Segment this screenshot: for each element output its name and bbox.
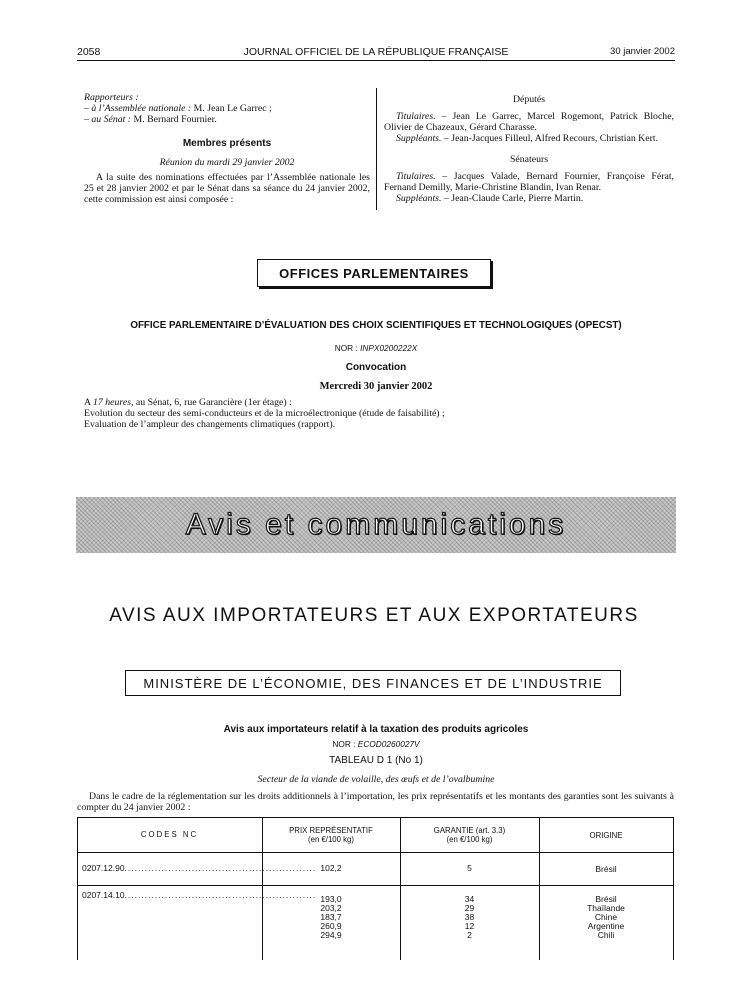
rapporteur-senat-name: M. Bernard Fournier. [133,114,217,125]
rapporteur-senat-prefix: – au Sénat : [84,114,132,125]
row-2-origine-4: Chili [597,930,615,940]
rapporteur-an-prefix: – à l’Assemblée nationale : [84,103,192,114]
opecst-nor [77,343,675,353]
row-2-origine-3: Argentine [587,921,625,931]
senateurs-heading: Sénateurs [509,154,549,165]
avis-section-title: AVIS AUX IMPORTATEURS ET AUX EXPORTATEURS [109,605,639,626]
table-rule-header [77,852,674,853]
convocation-agenda [84,397,674,430]
row-2-garantie-3: 12 [464,921,475,931]
header-origine: ORIGINE [589,831,623,840]
row-2-prix-4: 294,9 [320,930,342,940]
row-2-origine-1: Thaïlande [587,903,625,913]
senateurs-titulaires-label: Titulaires. [396,171,436,182]
table-row-2-code [82,890,317,900]
intro-paragraph: Dans le cadre de la réglementation sur les droits additionnels à l’importation, les prix représentatifs et les montants des garanties sont les suivants à compter du 24 janvier 2002 : [77,791,674,813]
senateurs-titulaires-names: – Jacques Valade, Bernard Fournier, Françoise Férat, Fernand Demilly, Marie-Christine Blandin, Ivan Renar. [384,171,674,193]
convocation-heading: Convocation [345,362,407,373]
reunion-date: Réunion du mardi 29 janvier 2002 [159,157,295,168]
header-garantie-unit: (en €/100 kg) [446,835,493,844]
membres-heading: Membres présents [182,138,272,149]
row-1-code-leader: ......................................................... [124,863,317,873]
secteur-subtitle: Secteur de la viande de volaille, des œufs et de l’ovalbumine [257,774,495,785]
agenda-line-2: Evolution du secteur des semi-conducteurs et de la microélectronique (étude de faisabilité) ; [84,408,445,419]
senateurs-titulaires [384,171,674,193]
row-2-garantie-4: 2 [467,930,472,940]
table-row-1-prix: 102,2 [320,863,342,873]
row-2-garantie-1: 29 [464,903,475,913]
table-rule-row [77,885,674,886]
senateurs-suppleants [384,193,674,204]
row-2-garantie-0: 34 [464,894,475,904]
table-row-2-garantie [400,895,539,940]
agenda-line-1 [84,397,674,408]
row-2-code-value: 0207.14.10 [82,890,125,900]
notice-nor [77,739,675,749]
row-2-prix-0: 193,0 [320,894,342,904]
agenda-line-3: Evaluation de l’ampleur des changements climatiques (rapport). [84,419,336,430]
row-2-prix-3: 260,9 [320,921,342,931]
deputes-suppleants-label: Suppléants. [396,133,442,144]
table-border-right [673,817,674,960]
deputes-titulaires [384,111,674,133]
header-prix-label: PRIX REPRÉSENTATIF [289,826,373,835]
header-garantie [400,826,539,844]
offices-box-title: OFFICES PARLEMENTAIRES [279,265,469,281]
table-row-2-prix [262,895,400,940]
table-row-1-code [82,863,317,873]
journal-title: JOURNAL OFFICIEL DE LA RÉPUBLIQUE FRANÇAISE [243,46,509,58]
deputes-suppleants-names: – Jean-Jacques Filleul, Alfred Recours, Christian Kert. [441,133,659,144]
rapporteur-an-name: M. Jean Le Garrec ; [193,103,272,114]
opecst-title: OFFICE PARLEMENTAIRE D’ÉVALUATION DES CHOIX SCIENTIFIQUES ET TECHNOLOGIQUES (OPECST) [130,320,622,331]
agenda-time: 17 heures, [93,397,134,408]
notice-nor-label: NOR : [332,739,356,749]
row-2-code-leader: ......................................................... [124,890,317,900]
row-1-code-value: 0207.12.90 [82,863,125,873]
deputes-suppleants [384,133,674,144]
row-2-prix-2: 183,7 [320,912,342,922]
offices-parlementaires-box [257,259,491,287]
table-rule-top [77,817,674,818]
deputes-titulaires-names: – Jean Le Garrec, Marcel Rogemont, Patrick Bloche, Olivier de Chazeaux, Gérard Charasse. [384,111,674,133]
row-2-origine-2: Chine [594,912,618,922]
row-2-prix-1: 203,2 [320,903,342,913]
opecst-nor-value: INPX0200222X [360,343,418,353]
right-column [384,94,674,204]
header-codes-nc: CODES NC [140,830,199,839]
senateurs-suppleants-names: – Jean-Claude Carle, Pierre Martin. [441,193,584,204]
page-number: 2058 [77,46,101,58]
ministry-box [125,670,621,696]
agenda-prefix: A [84,397,91,408]
header-garantie-label: GARANTIE (art. 3.3) [433,826,506,835]
header-date: 30 janvier 2002 [610,46,675,57]
column-separator [376,88,377,210]
agenda-place: au Sénat, 6, rue Garancière (1er étage) : [135,397,292,408]
table-row-1-origine: Brésil [595,864,617,874]
rapporteurs-label: Rapporteurs : [84,92,139,103]
header-prix [262,826,400,844]
convocation-date: Mercredi 30 janvier 2002 [319,381,433,392]
left-column [84,92,370,205]
opecst-nor-label: NOR : [334,343,358,353]
composition-paragraph: A la suite des nominations effectuées par l’Assemblée nationale les 25 et 28 janvier 2002 et par le Sénat dans sa séance du 24 janvier 2002, cette commission est ainsi composée : [84,172,370,205]
header-rule [77,60,675,61]
prices-table [77,817,674,960]
header-prix-unit: (en €/100 kg) [308,835,354,844]
ministry-title: MINISTÈRE DE L’ÉCONOMIE, DES FINANCES ET DE L’INDUSTRIE [143,675,603,691]
notice-title: Avis aux importateurs relatif à la taxation des produits agricoles [223,724,529,735]
deputes-titulaires-label: Titulaires. [396,111,436,122]
row-2-garantie-2: 38 [464,912,475,922]
deputes-heading: Députés [512,94,546,105]
banner-title: Avis et communications [185,508,567,541]
notice-nor-value: ECOD0260027V [357,739,420,749]
table-row-1-garantie: 5 [467,863,472,873]
rapporteur-senat [84,114,370,125]
senateurs-suppleants-label: Suppléants. [396,193,442,204]
tableau-title: TABLEAU D 1 (No 1) [329,755,423,766]
table-row-2-origine [539,895,673,940]
avis-communications-banner [76,497,676,553]
row-2-origine-0: Brésil [595,894,617,904]
rapporteur-an [84,103,370,114]
